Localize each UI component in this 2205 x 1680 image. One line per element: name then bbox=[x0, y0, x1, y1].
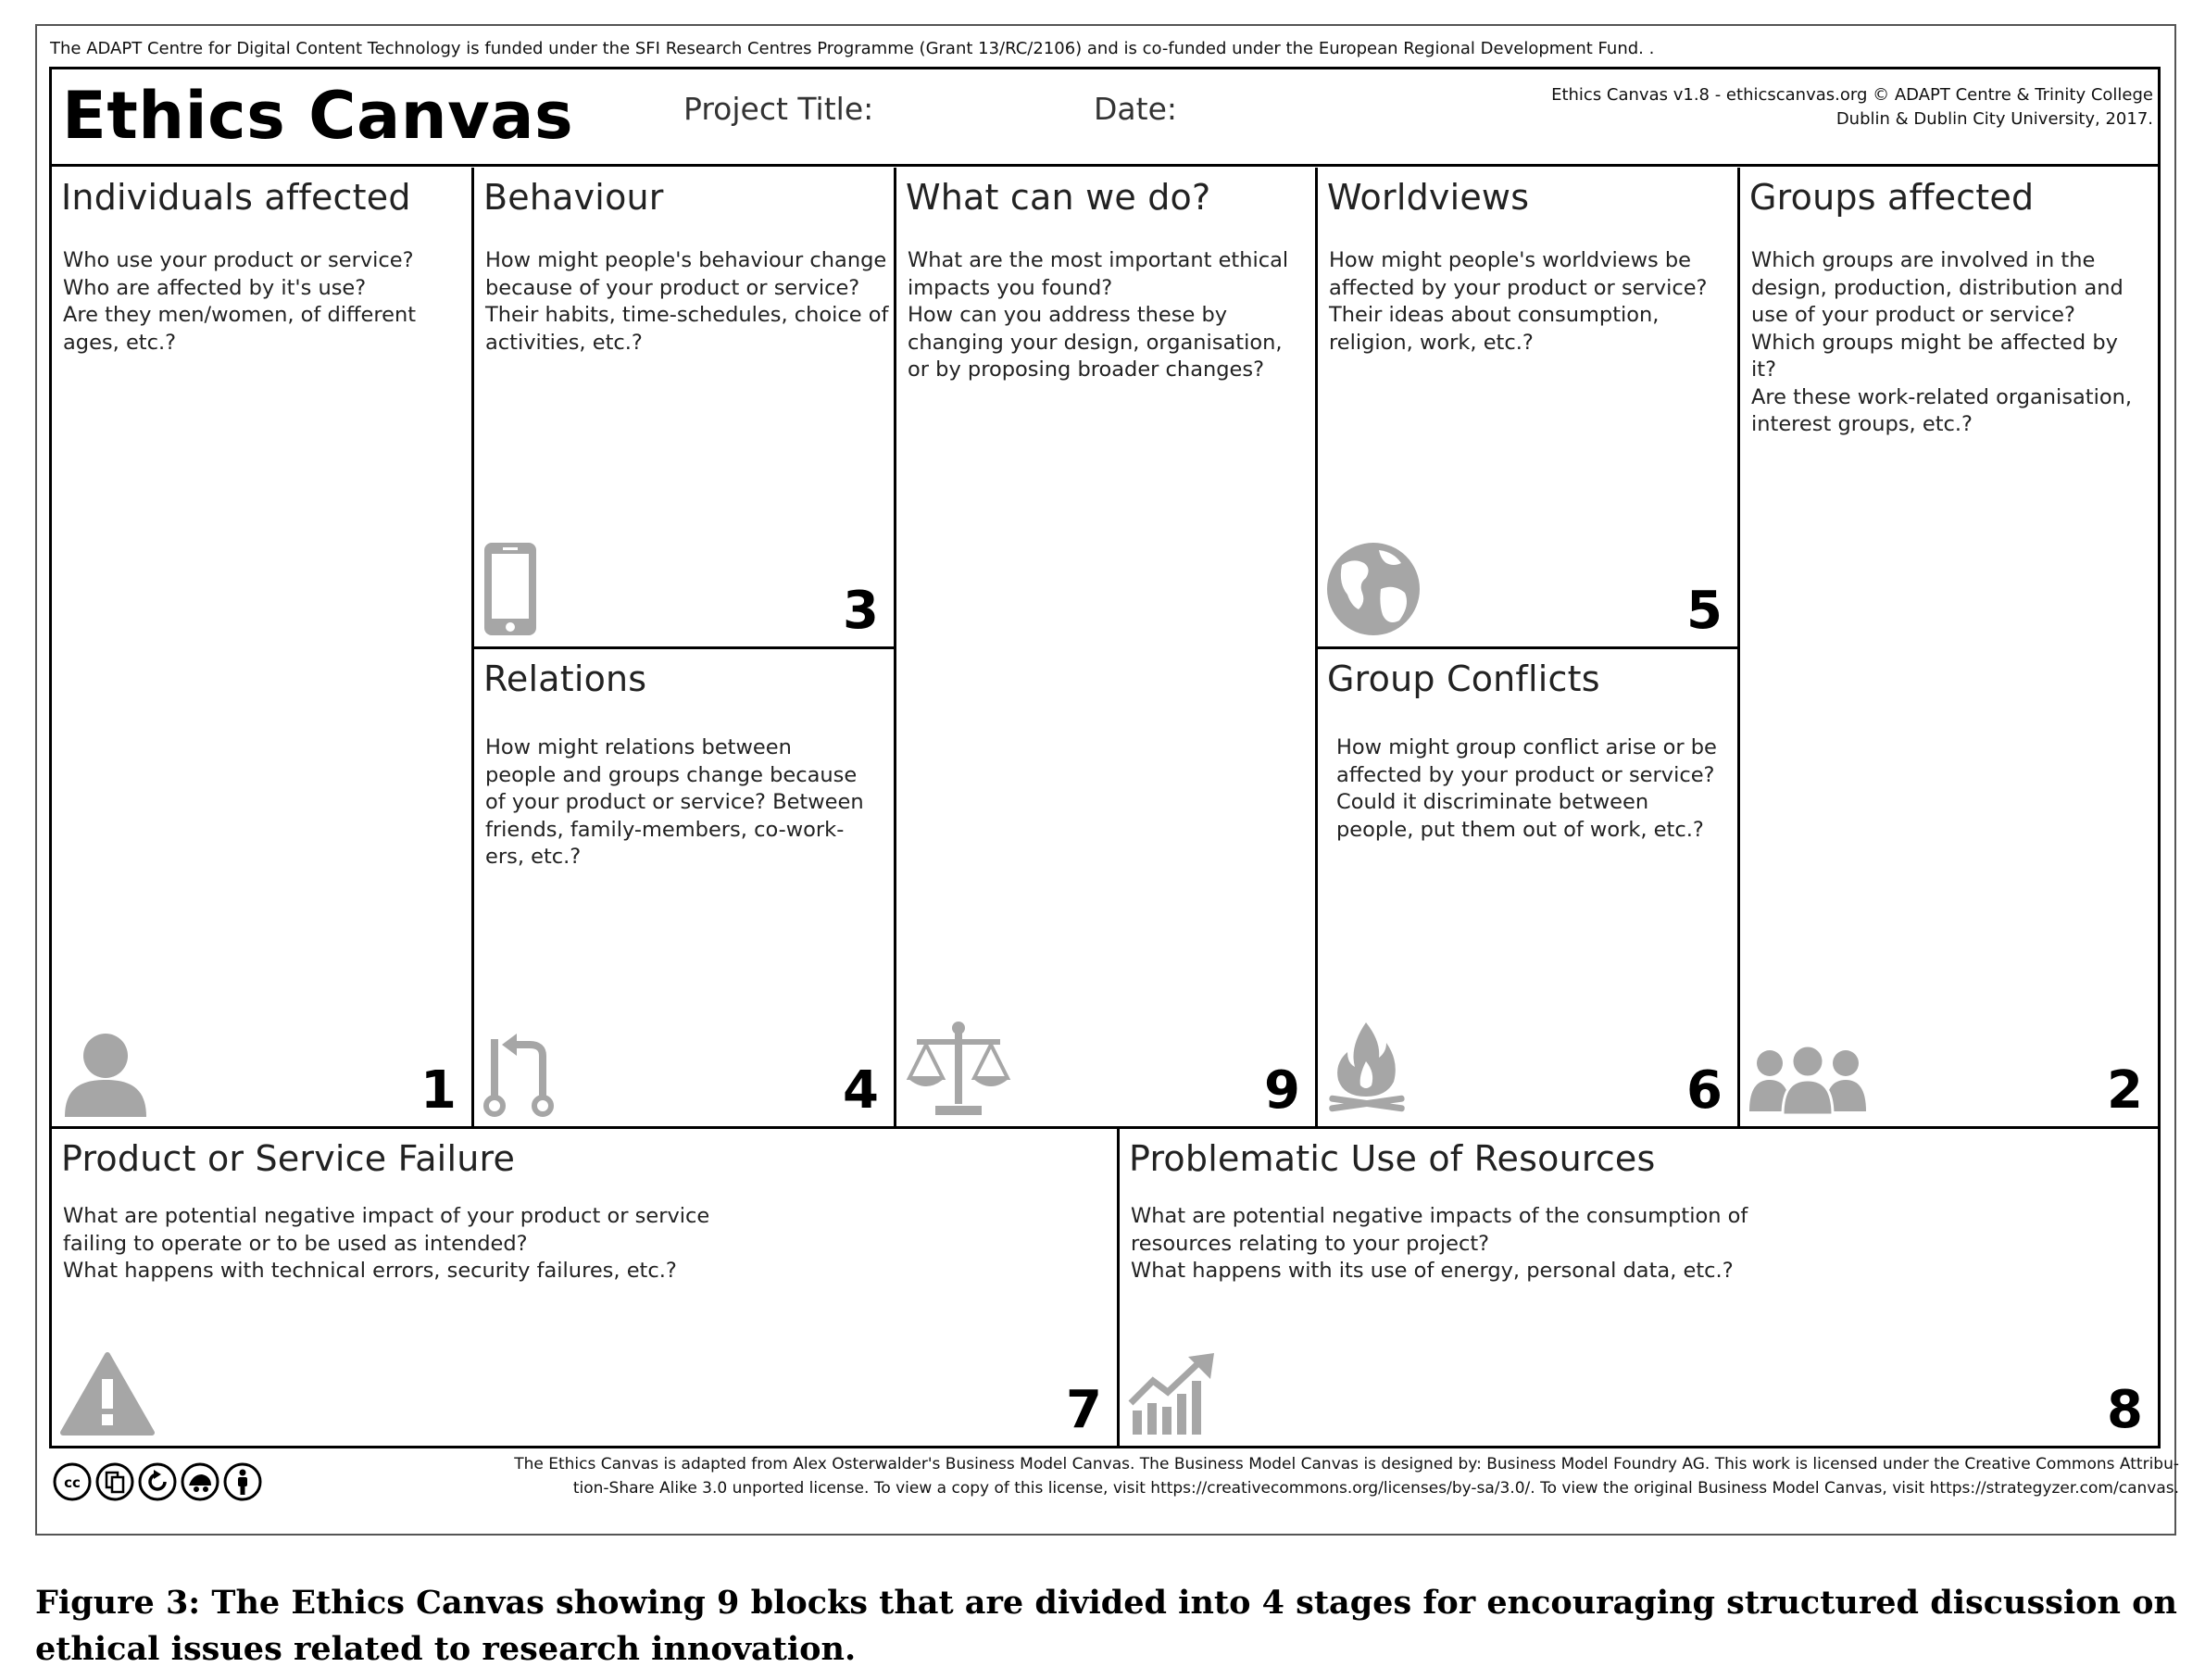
block-number: 4 bbox=[843, 1060, 879, 1121]
block-prompt: What are potential negative impacts of the consumption of resources relating to your project? What happens with its use of energy, personal data, etc.? bbox=[1131, 1204, 1748, 1283]
cc-icon bbox=[52, 1461, 93, 1502]
remix-icon bbox=[94, 1461, 135, 1502]
by-icon bbox=[180, 1461, 220, 1502]
block-number: 8 bbox=[2107, 1380, 2143, 1440]
block-relations bbox=[471, 649, 894, 1129]
block-title: Relations bbox=[483, 658, 647, 699]
relations-arrows-icon bbox=[482, 1028, 556, 1121]
version-line-2: Dublin & Dublin City University, 2017. bbox=[1835, 109, 2153, 129]
version-line-1: Ethics Canvas v1.8 - ethicscanvas.org © ADAPT Centre & Trinity College bbox=[1551, 85, 2153, 105]
block-number: 7 bbox=[1066, 1380, 1102, 1440]
block-title: Product or Service Failure bbox=[61, 1138, 516, 1179]
globe-icon bbox=[1325, 541, 1422, 641]
share-alike-icon bbox=[137, 1461, 178, 1502]
block-individuals-affected bbox=[52, 168, 471, 1129]
block-title: Behaviour bbox=[483, 177, 664, 218]
fire-icon bbox=[1325, 1019, 1409, 1121]
license-line-1: The Ethics Canvas is adapted from Alex Osterwalder's Business Model Canvas. The Business Model Canvas is designed by: Business Model Foundry AG. This work is licensed under the Creative Commons Attribu- bbox=[514, 1455, 2179, 1473]
mobile-phone-icon bbox=[482, 541, 539, 641]
block-prompt: How might people's worldviews be affected by your product or service? Their ideas about consumption, religion, work, etc.? bbox=[1329, 248, 1708, 355]
block-number: 5 bbox=[1686, 581, 1723, 641]
block-title: Groups affected bbox=[1749, 177, 2035, 218]
canvas-title: Ethics Canvas bbox=[62, 78, 574, 154]
block-prompt: What are potential negative impact of your product or service failing to operate or to be used as intended? What happens with technical errors, security failures, etc.? bbox=[63, 1204, 710, 1283]
block-product-failure bbox=[52, 1129, 1117, 1446]
canvas-header bbox=[49, 67, 2161, 167]
block-prompt: How might group conflict arise or be affected by your product or service? Could it discriminate between people, put them out of work, etc.? bbox=[1336, 735, 1717, 842]
warning-icon bbox=[59, 1351, 156, 1440]
block-what-can-we-do bbox=[894, 168, 1315, 1129]
block-number: 6 bbox=[1686, 1060, 1723, 1121]
block-resources bbox=[1117, 1129, 2158, 1446]
figure-caption: Figure 3: The Ethics Canvas showing 9 blocks that are divided into 4 stages for encouraging structured discussion on ethical issues related to research innovation. bbox=[35, 1584, 2177, 1668]
block-title: Individuals affected bbox=[61, 177, 411, 218]
rising-chart-icon bbox=[1127, 1351, 1220, 1440]
date-label: Date: bbox=[1094, 91, 1177, 127]
group-icon bbox=[1748, 1043, 1868, 1121]
block-groups-affected bbox=[1737, 168, 2158, 1129]
scales-icon bbox=[904, 1021, 1013, 1121]
license-line-2: tion-Share Alike 3.0 unported license. To view a copy of this license, visit https://creativecommons.org/licenses/by-sa/3.0/. To view the original Business Model Canvas, visit https://strategyzer.com/canvas. bbox=[572, 1479, 2179, 1498]
attribution-person-icon bbox=[222, 1461, 263, 1502]
block-title: Group Conflicts bbox=[1327, 658, 1600, 699]
block-title: What can we do? bbox=[906, 177, 1211, 218]
block-title: Problematic Use of Resources bbox=[1129, 1138, 1656, 1179]
block-prompt: What are the most important ethical impacts you found? How can you address these by changing your design, organisation, or by proposing broader changes? bbox=[908, 248, 1289, 382]
license-note bbox=[514, 1452, 2179, 1500]
svg-text:cc: cc bbox=[64, 1474, 81, 1491]
license-icons bbox=[52, 1461, 263, 1502]
block-prompt: How might people's behaviour change because of your product or service? Their habits, time-schedules, choice of activities, etc.? bbox=[485, 248, 889, 355]
block-number: 1 bbox=[420, 1060, 457, 1121]
block-number: 3 bbox=[843, 581, 879, 641]
block-group-conflicts bbox=[1315, 649, 1737, 1129]
block-prompt: Which groups are involved in the design, production, distribution and use of your product or service? Which groups might be affected by it? Are these work-related organisation, interest groups, etc.? bbox=[1751, 248, 2133, 436]
block-number: 2 bbox=[2107, 1060, 2143, 1121]
block-behaviour bbox=[471, 168, 894, 649]
block-prompt: Who use your product or service? Who are affected by it's use? Are they men/women, of different ages, etc.? bbox=[63, 248, 417, 355]
block-prompt: How might relations between people and groups change because of your product or service? Between friends, family-members, co-work- ers, etc.? bbox=[485, 735, 864, 869]
project-title-label: Project Title: bbox=[683, 91, 874, 127]
funding-note: The ADAPT Centre for Digital Content Technology is funded under the SFI Research Centres Programme (Grant 13/RC/2106) and is co-funded under the European Regional Development Fund. . bbox=[50, 39, 1655, 58]
version-note bbox=[1551, 83, 2153, 132]
block-worldviews bbox=[1315, 168, 1737, 649]
block-number: 9 bbox=[1264, 1060, 1300, 1121]
block-title: Worldviews bbox=[1327, 177, 1530, 218]
person-icon bbox=[59, 1028, 152, 1121]
